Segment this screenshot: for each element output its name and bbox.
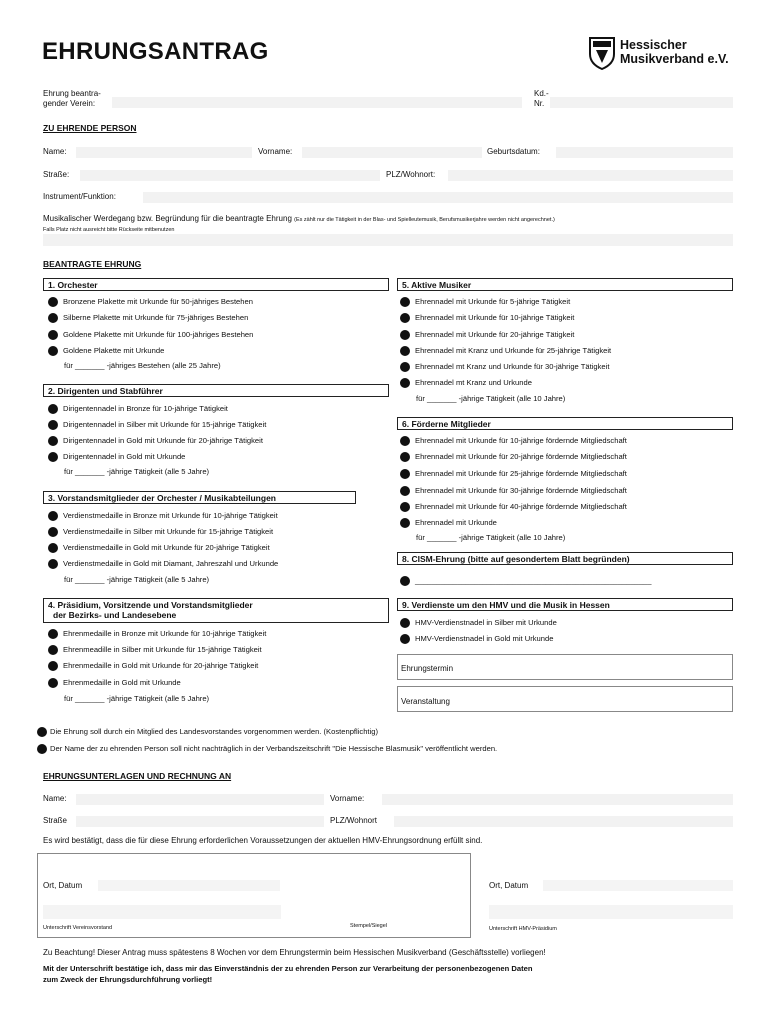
ort-datum-right-field[interactable] bbox=[543, 880, 733, 891]
veranstaltung-field[interactable]: Veranstaltung bbox=[397, 686, 733, 712]
radio-dot[interactable] bbox=[48, 527, 58, 537]
option-foerdernde-6[interactable]: Ehrennadel mit Urkunde bbox=[400, 518, 497, 528]
foerdernde-sub: für _______ -jährige Tätigkeit (alle 10 Jahre) bbox=[416, 533, 566, 542]
vorstand-sub: für _______ -jährige Tätigkeit (alle 5 Jahre) bbox=[64, 575, 210, 584]
option-aktive-6[interactable]: Ehrennadel mt Kranz und Urkunde bbox=[400, 378, 532, 388]
plz-label: PLZ/Wohnort: bbox=[386, 170, 436, 179]
logo-line-2: Musikverband e.V. bbox=[620, 52, 729, 66]
option-dirigenten-4[interactable]: Dirigentennadel in Gold mit Urkunde bbox=[48, 452, 185, 462]
rechnung-plz-label: PLZ/Wohnort bbox=[330, 816, 377, 825]
hmv-logo bbox=[588, 36, 738, 72]
radio-dot[interactable] bbox=[48, 420, 58, 430]
footer-note: Zu Beachtung! Dieser Antrag muss spätestens 8 Wochen vor dem Ehrungstermin beim Hessischen Musikverband (Geschäftsstelle) vorliegen! bbox=[43, 948, 546, 957]
radio-dot[interactable] bbox=[48, 346, 58, 356]
ehrung-heading: BEANTRAGTE EHRUNG bbox=[43, 259, 142, 269]
radio-dot[interactable] bbox=[400, 313, 410, 323]
option-aktive-1[interactable]: Ehrennadel mit Urkunde für 5-jährige Tätigkeit bbox=[400, 297, 570, 307]
kdnr-input[interactable] bbox=[550, 97, 733, 108]
person-heading: ZU EHRENDE PERSON bbox=[43, 123, 137, 133]
rechnung-heading: EHRUNGSUNTERLAGEN UND RECHNUNG AN bbox=[43, 771, 232, 781]
unterschrift-verein-label: Unterschrift Vereinsvorstand bbox=[43, 925, 113, 931]
praesidium-sub: für _______ -jährige Tätigkeit (alle 5 Jahre) bbox=[64, 694, 210, 703]
name-label: Name: bbox=[43, 147, 67, 156]
radio-dot[interactable] bbox=[48, 452, 58, 462]
rechnung-name-label: Name: bbox=[43, 794, 67, 803]
ehrungstermin-field[interactable]: Ehrungstermin bbox=[397, 654, 733, 680]
rechnung-vorname-field[interactable] bbox=[382, 794, 733, 805]
option-landesvorstand[interactable]: Die Ehrung soll durch ein Mitglied des Landesvorstandes vorgenommen werden. (Kostenpflichtig) bbox=[37, 727, 378, 737]
option-dirigenten-3[interactable]: Dirigentennadel in Gold mit Urkunde für 20-jährige Tätigkeit bbox=[48, 436, 263, 446]
option-aktive-2[interactable]: Ehrennadel mit Urkunde für 10-jährige Tätigkeit bbox=[400, 313, 574, 323]
rechnung-name-field[interactable] bbox=[76, 794, 324, 805]
option-orchester-2[interactable]: Silberne Plakette mit Urkunde für 75-jähriges Bestehen bbox=[48, 313, 248, 323]
option-vorstand-4[interactable]: Verdienstmedaille in Gold mit Diamant, Jahreszahl und Urkunde bbox=[48, 559, 278, 569]
option-cism[interactable]: ________________________________________________________ bbox=[400, 576, 652, 586]
radio-dot[interactable] bbox=[400, 452, 410, 462]
unterschrift-hmv-field[interactable] bbox=[489, 905, 733, 919]
logo-line-1: Hessischer bbox=[620, 38, 687, 52]
name-field[interactable] bbox=[76, 147, 252, 158]
radio-dot[interactable] bbox=[48, 559, 58, 569]
radio-dot[interactable] bbox=[48, 436, 58, 446]
radio-dot[interactable] bbox=[400, 502, 410, 512]
bestaetigung-text: Es wird bestätigt, dass die für diese Ehrung erforderlichen Voraussetzungen der aktuellen HMV-Ehrungsordnung erfüllt sind. bbox=[43, 836, 483, 845]
option-orchester-3[interactable]: Goldene Plakette mit Urkunde für 100-jähriges Bestehen bbox=[48, 330, 253, 340]
option-foerdernde-4[interactable]: Ehrennadel mit Urkunde für 30-jährige fördernde Mitgliedschaft bbox=[400, 486, 627, 496]
option-foerdernde-3[interactable]: Ehrennadel mit Urkunde für 25-jährige fördernde Mitgliedschaft bbox=[400, 469, 627, 479]
radio-dot[interactable] bbox=[37, 744, 47, 754]
section-cism-title: 8. CISM-Ehrung (bitte auf gesondertem Blatt begründen) bbox=[397, 552, 733, 565]
option-praesidium-1[interactable]: Ehrenmedaille in Bronze mit Urkunde für 10-jährige Tätigkeit bbox=[48, 629, 266, 639]
verein-label: Ehrung beantra- gender Verein: bbox=[43, 89, 101, 108]
ort-datum-right-label: Ort, Datum bbox=[489, 881, 529, 890]
option-aktive-5[interactable]: Ehrennadel mt Kranz und Urkunde für 30-jährige Tätigkeit bbox=[400, 362, 609, 372]
radio-dot[interactable] bbox=[400, 518, 410, 528]
strasse-field[interactable] bbox=[80, 170, 380, 181]
werdegang-label: Musikalischer Werdegang bzw. Begründung für die beantragte Ehrung (Es zählt nur die Tätigkeit in der Blas- und Spielleutemusik, Berufsmusikerjahre werden nicht angerechnet.) bbox=[43, 214, 555, 223]
radio-dot[interactable] bbox=[48, 678, 58, 688]
strasse-label: Straße: bbox=[43, 170, 70, 179]
radio-dot[interactable] bbox=[400, 618, 410, 628]
option-hmv-1[interactable]: HMV-Verdienstnadel in Silber mit Urkunde bbox=[400, 618, 557, 628]
radio-dot[interactable] bbox=[400, 378, 410, 388]
option-foerdernde-1[interactable]: Ehrennadel mit Urkunde für 10-jährige fördernde Mitgliedschaft bbox=[400, 436, 627, 446]
werdegang-note: Falls Platz nicht ausreicht bitte Rückseite mitbenutzen bbox=[43, 227, 175, 233]
section-hmv-title: 9. Verdienste um den HMV und die Musik in Hessen bbox=[397, 598, 733, 611]
instrument-label: Instrument/Funktion: bbox=[43, 192, 116, 201]
option-hmv-2[interactable]: HMV-Verdienstnadel in Gold mit Urkunde bbox=[400, 634, 553, 644]
radio-dot[interactable] bbox=[48, 629, 58, 639]
radio-dot[interactable] bbox=[400, 297, 410, 307]
plz-field[interactable] bbox=[448, 170, 733, 181]
option-dirigenten-1[interactable]: Dirigentennadel in Bronze für 10-jährige Tätigkeit bbox=[48, 404, 228, 414]
option-aktive-3[interactable]: Ehrennadel mit Urkunde für 20-jährige Tätigkeit bbox=[400, 330, 574, 340]
section-dirigenten-title: 2. Dirigenten und Stabführer bbox=[43, 384, 389, 397]
radio-dot[interactable] bbox=[48, 511, 58, 521]
stempel-label: Stempel/Siegel bbox=[350, 923, 387, 929]
aktive-sub: für _______ -jährige Tätigkeit (alle 10 Jahre) bbox=[416, 394, 566, 403]
consent-line-1: Mit der Unterschrift bestätige ich, dass mir das Einverständnis der zu ehrenden Person zur Verarbeitung der personenbezogenen Daten bbox=[43, 964, 533, 973]
rechnung-strasse-label: Straße bbox=[43, 816, 68, 825]
section-vorstand-title: 3. Vorstandsmitglieder der Orchester / Musikabteilungen bbox=[43, 491, 356, 504]
hmv-shield-icon bbox=[588, 36, 616, 70]
option-foerdernde-2[interactable]: Ehrennadel mit Urkunde für 20-jährige fördernde Mitgliedschaft bbox=[400, 452, 627, 462]
radio-dot[interactable] bbox=[48, 297, 58, 307]
vorname-label: Vorname: bbox=[258, 147, 293, 156]
option-vorstand-2[interactable]: Verdienstmedaille in Silber mit Urkunde für 15-jährige Tätigkeit bbox=[48, 527, 273, 537]
werdegang-field[interactable] bbox=[43, 234, 733, 246]
verein-input[interactable] bbox=[112, 97, 522, 108]
section-praesidium-title: 4. Präsidium, Vorsitzende und Vorstandsmitglieder der Bezirks- und Landesebene bbox=[43, 598, 389, 623]
radio-dot[interactable] bbox=[400, 469, 410, 479]
radio-dot[interactable] bbox=[48, 661, 58, 671]
rechnung-strasse-field[interactable] bbox=[76, 816, 324, 827]
option-aktive-4[interactable]: Ehrennadel mit Kranz und Urkunde für 25-jährige Tätigkeit bbox=[400, 346, 611, 356]
ort-datum-left-label: Ort, Datum bbox=[43, 881, 83, 890]
option-dirigenten-2[interactable]: Dirigentennadel in Silber mit Urkunde für 15-jährige Tätigkeit bbox=[48, 420, 266, 430]
section-foerdernde-title: 6. Förderne Mitglieder bbox=[397, 417, 733, 430]
instrument-field[interactable] bbox=[143, 192, 733, 203]
option-praesidium-4[interactable]: Ehrenmedaille in Gold mit Urkunde bbox=[48, 678, 181, 688]
section-orchester-title: 1. Orchester bbox=[43, 278, 389, 291]
section-aktive-title: 5. Aktive Musiker bbox=[397, 278, 733, 291]
geburtsdatum-field[interactable] bbox=[556, 147, 733, 158]
unterschrift-hmv-label: Unterschrift HMV-Präsidium bbox=[489, 926, 557, 932]
radio-dot[interactable] bbox=[48, 330, 58, 340]
option-vorstand-1[interactable]: Verdienstmedaille in Bronze mit Urkunde für 10-jährige Tätigkeit bbox=[48, 511, 278, 521]
radio-dot[interactable] bbox=[400, 346, 410, 356]
radio-dot[interactable] bbox=[48, 313, 58, 323]
radio-dot[interactable] bbox=[48, 543, 58, 553]
unterschrift-verein-field[interactable] bbox=[43, 905, 281, 919]
option-orchester-1[interactable]: Bronzene Plakette mit Urkunde für 50-jähriges Bestehen bbox=[48, 297, 253, 307]
option-praesidium-2[interactable]: Ehrenmeadille in Silber mit Urkunde für 15-jährige Tätigkeit bbox=[48, 645, 262, 655]
kdnr-label: Kd.- Nr. bbox=[534, 89, 549, 108]
radio-dot[interactable] bbox=[400, 436, 410, 446]
radio-dot[interactable] bbox=[400, 330, 410, 340]
radio-dot[interactable] bbox=[400, 486, 410, 496]
page-title: EHRUNGSANTRAG bbox=[42, 38, 269, 65]
option-keine-veroeffentlichung[interactable]: Der Name der zu ehrenden Person soll nicht nachträglich in der Verbandszeitschrift "Die Hessische Blasmusik" veröffentlicht werden. bbox=[37, 744, 497, 754]
radio-dot[interactable] bbox=[400, 634, 410, 644]
option-orchester-4[interactable]: Goldene Plakette mit Urkunde bbox=[48, 346, 164, 356]
dirigenten-sub: für _______ -jährige Tätigkeit (alle 5 Jahre) bbox=[64, 467, 210, 476]
rechnung-vorname-label: Vorname: bbox=[330, 794, 365, 803]
radio-dot[interactable] bbox=[48, 404, 58, 414]
option-foerdernde-5[interactable]: Ehrennadel mit Urkunde für 40-jährige fördernde Mitgliedschaft bbox=[400, 502, 627, 512]
radio-dot[interactable] bbox=[37, 727, 47, 737]
ort-datum-left-field[interactable] bbox=[98, 880, 280, 891]
radio-dot[interactable] bbox=[48, 645, 58, 655]
consent-line-2: zum Zweck der Ehrungsdurchführung vorliegt! bbox=[43, 975, 213, 984]
radio-dot[interactable] bbox=[400, 362, 410, 372]
rechnung-plz-field[interactable] bbox=[394, 816, 733, 827]
radio-dot[interactable] bbox=[400, 576, 410, 586]
vorname-field[interactable] bbox=[302, 147, 482, 158]
orchester-sub: für _______ -jähriges Bestehen (alle 25 Jahre) bbox=[64, 361, 221, 370]
option-vorstand-3[interactable]: Verdienstmedaille in Gold mit Urkunde für 20-jährige Tätigkeit bbox=[48, 543, 270, 553]
option-praesidium-3[interactable]: Ehrenmedaille in Gold mit Urkunde für 20-jährige Tätigkeit bbox=[48, 661, 258, 671]
geburtsdatum-label: Geburtsdatum: bbox=[487, 147, 540, 156]
